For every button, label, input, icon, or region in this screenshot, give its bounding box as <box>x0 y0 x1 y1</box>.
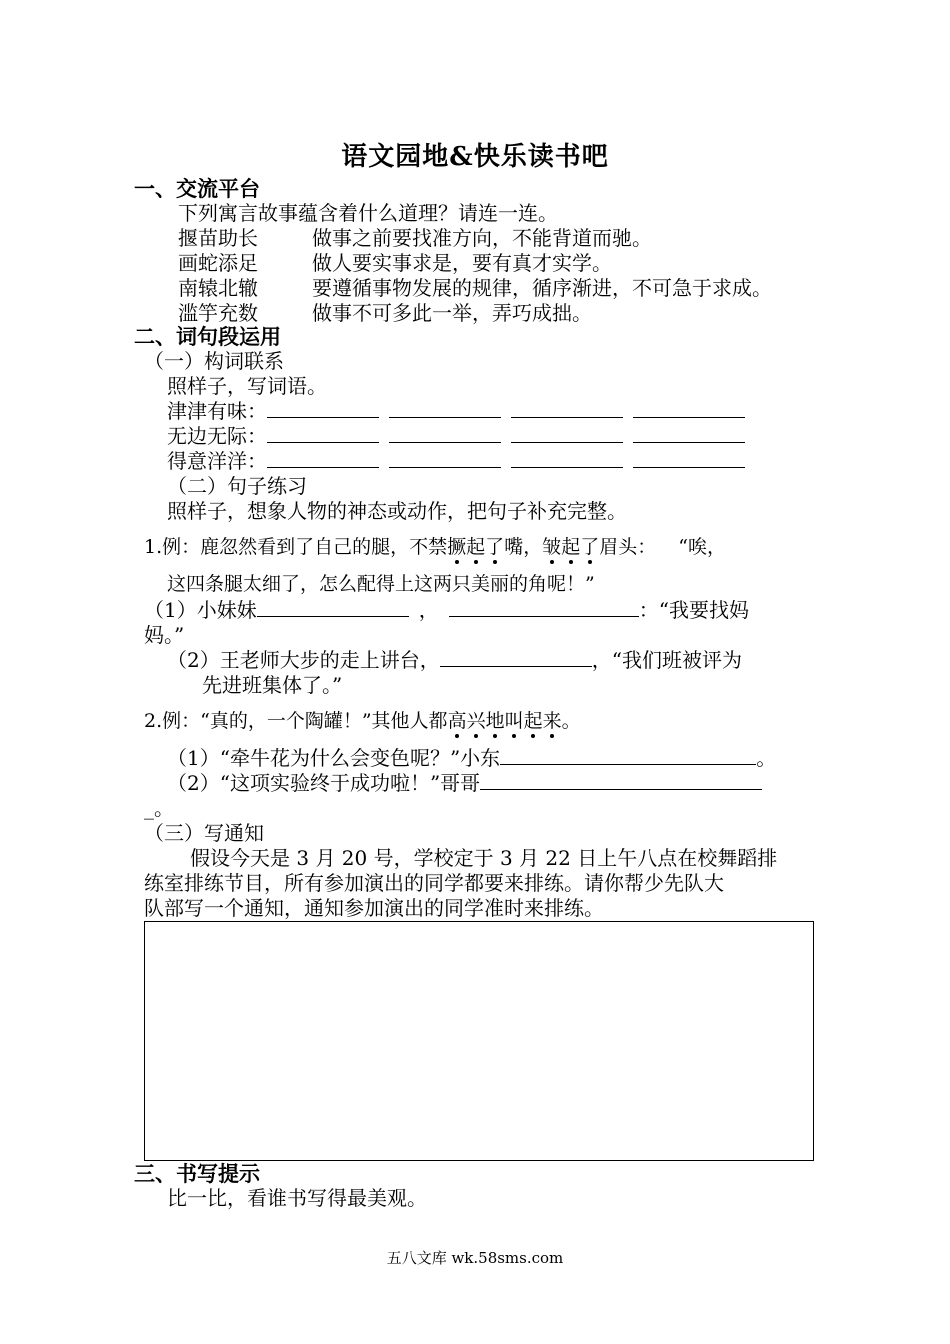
subheading-sentences: （二）句子练习 <box>167 474 307 498</box>
word-row <box>167 424 755 448</box>
answer-blank[interactable] <box>389 424 501 443</box>
word-example: 得意洋洋： <box>167 449 267 473</box>
answer-blank[interactable] <box>389 449 501 468</box>
word-example: 津津有味： <box>167 399 267 423</box>
meaning-item: 做事不可多此一举，弄巧成拙。 <box>312 301 592 325</box>
answer-blank[interactable] <box>389 399 501 418</box>
answer-blank[interactable] <box>480 771 762 790</box>
notice-prompt-line: 练室排练节目，所有参加演出的同学都要来排练。请你帮少先队大 <box>144 871 724 895</box>
notice-writing-box[interactable] <box>144 921 814 1161</box>
answer-blank[interactable] <box>267 424 379 443</box>
subheading-word-building: （一）构词联系 <box>144 349 284 373</box>
example-sentence-2: 2.例：“真的，一个陶罐！”其他人都高兴地叫起来。 <box>144 710 581 732</box>
question-4-line2: _。 <box>144 796 174 820</box>
question-3: （1）“牵牛花为什么会变色呢？”小东 。 <box>167 746 777 770</box>
idiom-item: 画蛇添足 <box>178 251 258 275</box>
subheading-notice: （三）写通知 <box>144 821 264 845</box>
meaning-item: 要遵循事物发展的规律，循序渐进，不可急于求成。 <box>312 276 772 300</box>
question-4: （2）“这项实验终于成功啦！”哥哥 <box>167 771 762 795</box>
notice-prompt-line: 队部写一个通知，通知参加演出的同学准时来排练。 <box>144 896 604 920</box>
idiom-item: 揠苗助长 <box>178 226 258 250</box>
question-2-line2: 先进班集体了。” <box>202 673 343 697</box>
answer-blank[interactable] <box>267 449 379 468</box>
instruction-s1: 下列寓言故事蕴含着什么道理？请连一连。 <box>178 201 558 225</box>
answer-blank[interactable] <box>633 424 745 443</box>
answer-blank[interactable] <box>449 598 639 617</box>
page-title: 语文园地&快乐读书吧 <box>341 142 609 172</box>
idiom-item: 滥竽充数 <box>178 301 258 325</box>
example-sentence-1-line2: 这四条腿太细了，怎么配得上这两只美丽的角呢！” <box>167 573 595 595</box>
instruction-words: 照样子，写词语。 <box>167 374 327 398</box>
word-row <box>167 399 755 423</box>
answer-blank[interactable] <box>500 746 756 765</box>
answer-blank[interactable] <box>633 399 745 418</box>
notice-prompt-line: 假设今天是 3 月 20 号，学校定于 3 月 22 日上午八点在校舞蹈排 <box>190 846 778 870</box>
instruction-sentences: 照样子，想象人物的神态或动作，把句子补充完整。 <box>167 499 627 523</box>
question-1-line2: 妈。” <box>144 623 185 647</box>
question-2: （2）王老师大步的走上讲台， ，“我们班被评为 <box>167 648 742 672</box>
instruction-s3: 比一比，看谁书写得最美观。 <box>167 1186 427 1210</box>
meaning-item: 做人要实事求是，要有真才实学。 <box>312 251 612 275</box>
answer-blank[interactable] <box>511 399 623 418</box>
section-heading-2: 二、词句段运用 <box>134 324 281 349</box>
answer-blank[interactable] <box>257 598 409 617</box>
emphasis-dotted: 皱起了 <box>542 536 600 558</box>
section-heading-1: 一、交流平台 <box>134 176 260 201</box>
emphasis-dotted: 高兴地叫起来 <box>447 710 562 732</box>
footer-watermark: 五八文库 wk.58sms.com <box>386 1249 564 1267</box>
answer-blank[interactable] <box>511 449 623 468</box>
question-1: （1）小妹妹 ， ：“我要找妈 <box>144 598 749 622</box>
answer-blank[interactable] <box>267 399 379 418</box>
word-example: 无边无际： <box>167 424 267 448</box>
idiom-item: 南辕北辙 <box>178 276 258 300</box>
answer-blank[interactable] <box>633 449 745 468</box>
answer-blank[interactable] <box>511 424 623 443</box>
meaning-item: 做事之前要找准方向，不能背道而驰。 <box>312 226 652 250</box>
emphasis-dotted: 撅起了 <box>447 536 505 558</box>
word-row <box>167 449 755 473</box>
section-heading-3: 三、书写提示 <box>134 1161 260 1186</box>
example-sentence-1: 1.例：鹿忽然看到了自己的腿，不禁撅起了嘴，皱起了眉头： “唉， <box>144 536 726 558</box>
answer-blank[interactable] <box>440 648 592 667</box>
